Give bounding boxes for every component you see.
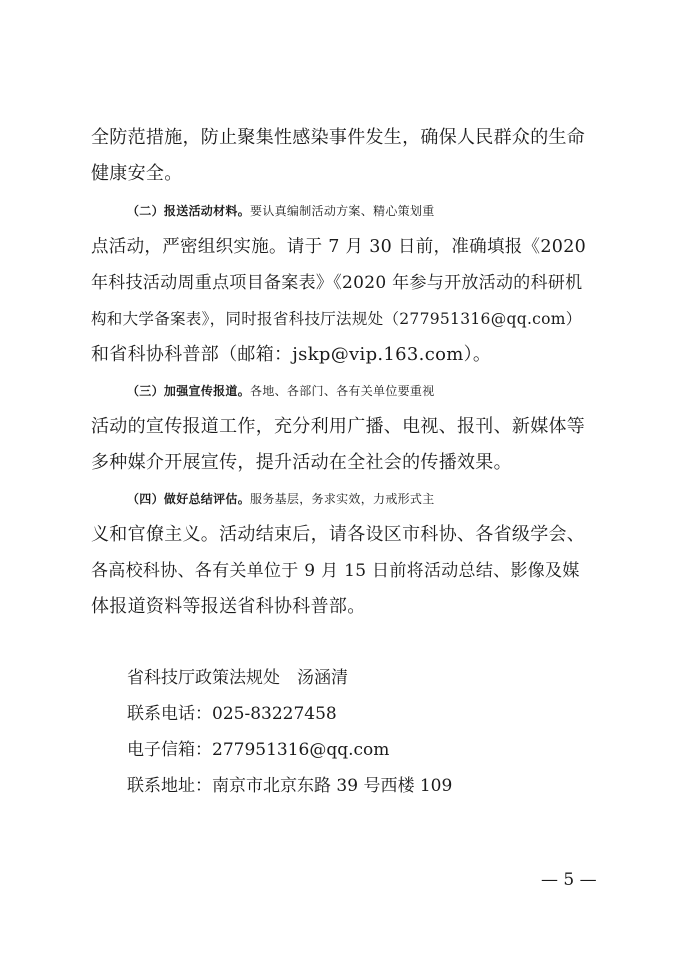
contact-address: 联系地址：南京市北京东路 39 号西楼 109 xyxy=(127,776,453,796)
section-2-heading: （二）报送活动材料。 xyxy=(127,204,251,218)
section-2-first-line xyxy=(127,199,627,223)
section-4-text: 服务基层，务求实效，力戒形式主 xyxy=(250,492,435,506)
section-3-text: 各地、各部门、各有关单位要重视 xyxy=(250,384,435,398)
paragraph-line: 全防范措施，防止聚集性感染事件发生，确保人民群众的生命 xyxy=(91,127,586,148)
section-3-heading: （三）加强宣传报道。 xyxy=(127,384,251,398)
paragraph-line: 和省科协科普部（邮箱：jskp@vip.163.com）。 xyxy=(91,344,492,365)
section-3-first-line xyxy=(127,379,627,403)
contact-department: 省科技厅政策法规处 汤涵清 xyxy=(127,668,348,688)
page-number: — 5 — xyxy=(541,870,597,890)
contact-email: 电子信箱：277951316@qq.com xyxy=(127,740,390,760)
section-4-heading: （四）做好总结评估。 xyxy=(127,492,251,506)
paragraph-line: 年科技活动周重点项目备案表》《2020 年参与开放活动的科研机 xyxy=(91,273,583,293)
contact-phone: 联系电话：025-83227458 xyxy=(127,704,337,724)
paragraph-line: 各高校科协、各有关单位于 9 月 15 日前将活动总结、影像及媒 xyxy=(91,561,580,581)
paragraph-line: 点活动，严密组织实施。请于 7 月 30 日前，准确填报《2020 xyxy=(91,237,587,257)
paragraph-line: 体报道资料等报送省科协科普部。 xyxy=(91,596,366,617)
section-2-text: 要认真编制活动方案、精心策划重 xyxy=(250,204,435,218)
paragraph-line: 构和大学备案表》，同时报省科技厅法规处（277951316@qq.com） xyxy=(91,310,582,328)
paragraph-line: 活动的宣传报道工作，充分利用广播、电视、报刊、新媒体等 xyxy=(91,416,586,437)
paragraph-line: 义和官僚主义。活动结束后，请各设区市科协、各省级学会、 xyxy=(91,524,586,545)
section-4-first-line xyxy=(127,487,627,511)
paragraph-line: 多种媒介开展宣传，提升活动在全社会的传播效果。 xyxy=(91,452,512,473)
paragraph-line: 健康安全。 xyxy=(91,163,183,184)
